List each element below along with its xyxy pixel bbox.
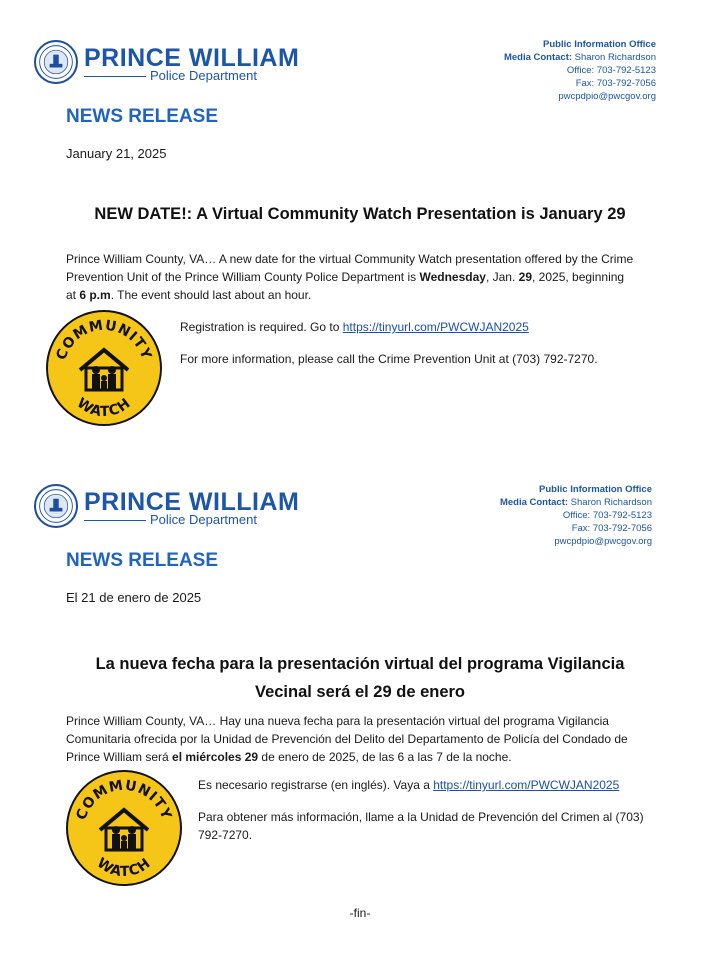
county-seal-icon — [34, 484, 78, 528]
contact-email: pwcpdpio@pwcgov.org — [554, 536, 652, 547]
logo-bottom-text: WATCH — [73, 395, 135, 421]
community-watch-logo — [44, 308, 164, 428]
brand-divider — [84, 520, 146, 521]
registration-text: Registration is required. Go to — [180, 320, 343, 334]
contact-office: Public Information Office — [539, 484, 652, 495]
news-release-heading: NEWS RELEASE — [66, 550, 219, 571]
registration-link[interactable]: https://tinyurl.com/PWCWJAN2025 — [433, 778, 620, 792]
release-date: El 21 de enero de 2025 — [66, 590, 202, 605]
logo-bottom-text: WATCH — [93, 855, 155, 881]
contact-fax: Fax: 703-792-7056 — [575, 78, 656, 89]
more-info-line: Para obtener más información, llame a la Unidad de Prevención del Crimen al (703) 792-7270. — [198, 810, 644, 842]
brand-name: PRINCE WILLIAM — [84, 488, 300, 516]
body-text-3: , 2025, beginning at — [66, 270, 625, 302]
brand-name: PRINCE WILLIAM — [84, 44, 300, 72]
contact-media — [412, 496, 652, 509]
body-text-1: Prince William County, VA… A new date for the virtual Community Watch presentation offered by the Crime Prevention Unit of the Prince William County Police Department is — [66, 252, 634, 284]
body-bold-time: 6 p.m — [79, 288, 111, 302]
contact-office-phone: Office: 703-792-5123 — [566, 65, 656, 76]
brand-subtitle: Police Department — [150, 68, 257, 83]
contact-media — [416, 51, 656, 64]
news-release-heading: NEWS RELEASE — [66, 106, 219, 127]
contact-block — [416, 38, 656, 103]
body-text-4: . The event should last about an hour. — [110, 288, 312, 302]
contact-email: pwcpdpio@pwcgov.org — [558, 91, 656, 102]
registration-link[interactable]: https://tinyurl.com/PWCWJAN2025 — [342, 320, 529, 334]
logo-top-text: COMMUNITY — [73, 777, 175, 823]
contact-office-phone: Office: 703-792-5123 — [562, 510, 652, 521]
brand-divider — [84, 76, 146, 77]
release-date: January 21, 2025 — [66, 146, 167, 161]
contact-block — [412, 483, 652, 548]
headline-line-1: La nueva fecha para la presentación virtual del programa Vigilancia — [95, 655, 625, 673]
body-text-1: Prince William County, VA… Hay una nueva fecha para la presentación virtual del programa Vigilancia Comunitaria ofrecida por la Unidad de Prevención del Delito del Departamento de Policía del Condado de Prince William será — [66, 714, 628, 764]
brand-subtitle: Police Department — [150, 512, 257, 527]
contact-media-label: Media Contact: — [499, 497, 569, 508]
body-text-2: , Jan. — [485, 270, 519, 284]
headline — [30, 650, 690, 706]
headline: NEW DATE!: A Virtual Community Watch Presentation is January 29 — [94, 205, 626, 223]
body-bold-day: Wednesday — [419, 270, 486, 284]
contact-media-name: Sharon Richardson — [574, 52, 656, 63]
body-bold-date: el miércoles 29 — [172, 750, 259, 764]
body-paragraph — [66, 712, 652, 766]
body-bold-date: 29 — [518, 270, 532, 284]
body-paragraph — [66, 250, 636, 304]
registration-line — [198, 776, 678, 794]
registration-text: Es necesario registrarse (en inglés). Vaya a — [198, 778, 434, 792]
logo-top-text: COMMUNITY — [53, 317, 155, 363]
contact-media-label: Media Contact: — [503, 52, 573, 63]
end-marker: -fin- — [349, 906, 371, 920]
body-text-2: de enero de 2025, de las 6 a las 7 de la noche. — [258, 750, 512, 764]
contact-media-name: Sharon Richardson — [570, 497, 652, 508]
headline-line-2: Vecinal será el 29 de enero — [254, 683, 466, 701]
more-info-line: For more information, please call the Crime Prevention Unit at (703) 792-7270. — [180, 352, 598, 366]
contact-fax: Fax: 703-792-7056 — [571, 523, 652, 534]
registration-line — [180, 318, 680, 336]
county-seal-icon — [34, 40, 78, 84]
contact-office: Public Information Office — [543, 39, 656, 50]
community-watch-logo — [64, 768, 184, 888]
